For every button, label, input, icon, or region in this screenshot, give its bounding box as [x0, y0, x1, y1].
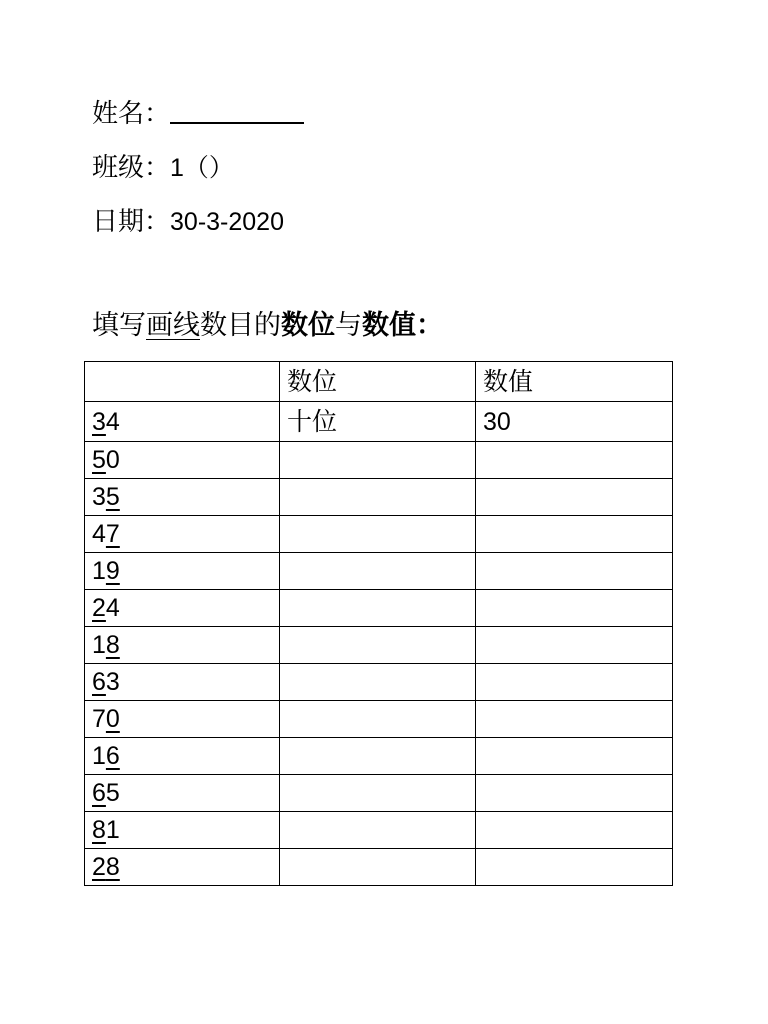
instruction-part-value: 数值：	[362, 310, 443, 341]
value-cell[interactable]	[476, 701, 673, 738]
place-cell[interactable]	[280, 479, 476, 516]
number-text	[92, 631, 120, 659]
number-text	[92, 594, 120, 622]
class-field-row	[92, 152, 234, 184]
number-cell	[85, 479, 280, 516]
value-cell[interactable]	[476, 738, 673, 775]
place-cell[interactable]	[280, 849, 476, 886]
number-cell	[85, 553, 280, 590]
digit: 4	[105, 594, 120, 622]
value-cell[interactable]: 30	[476, 402, 673, 442]
table-row	[85, 701, 673, 738]
place-cell[interactable]	[280, 516, 476, 553]
underlined-digit: 5	[105, 483, 120, 511]
number-cell	[85, 402, 280, 442]
digit: 1	[92, 557, 106, 585]
name-label: 姓名：	[92, 99, 171, 129]
instruction-text	[92, 309, 443, 343]
worksheet-table	[84, 361, 673, 886]
table-row	[85, 402, 673, 442]
digit: 1	[105, 816, 120, 844]
table-row	[85, 775, 673, 812]
instruction-part-numbers: 数目的	[200, 310, 281, 341]
date-value: 30-3-2020	[170, 208, 284, 236]
date-field-row	[92, 206, 284, 238]
header-cell-number	[85, 362, 280, 402]
instruction-part-underlined: 画线	[146, 310, 200, 341]
number-cell	[85, 701, 280, 738]
value-cell[interactable]	[476, 590, 673, 627]
place-cell[interactable]	[280, 775, 476, 812]
number-cell	[85, 812, 280, 849]
underlined-digit: 7	[105, 520, 120, 548]
place-cell[interactable]	[280, 664, 476, 701]
table-row	[85, 479, 673, 516]
instruction-part-and: 与	[335, 310, 362, 341]
place-cell[interactable]	[280, 553, 476, 590]
number-cell	[85, 775, 280, 812]
number-text	[92, 742, 120, 770]
number-text	[92, 816, 120, 844]
value-cell[interactable]	[476, 442, 673, 479]
underlined-digit: 2	[92, 594, 106, 622]
number-text	[92, 705, 120, 733]
number-text	[92, 853, 120, 881]
table-row	[85, 516, 673, 553]
table-row	[85, 442, 673, 479]
number-cell	[85, 442, 280, 479]
underlined-digit: 3	[92, 407, 106, 436]
place-cell[interactable]	[280, 627, 476, 664]
digit: 7	[92, 705, 106, 733]
table-header-row	[85, 362, 673, 402]
number-text	[92, 668, 120, 696]
table-row	[85, 664, 673, 701]
number-text	[92, 520, 120, 548]
place-cell[interactable]	[280, 812, 476, 849]
underlined-digit: 6	[92, 779, 106, 807]
table-row	[85, 812, 673, 849]
place-cell[interactable]	[280, 590, 476, 627]
class-value: 1（）	[170, 154, 234, 182]
header-cell-value: 数值	[476, 362, 673, 402]
instruction-part-place: 数位	[281, 310, 335, 341]
instruction-part-fill: 填写	[92, 310, 146, 341]
place-cell[interactable]	[280, 738, 476, 775]
value-cell[interactable]	[476, 516, 673, 553]
digit: 4	[92, 520, 106, 548]
place-cell[interactable]	[280, 701, 476, 738]
name-field-row	[92, 98, 304, 130]
digit: 0	[105, 446, 120, 474]
place-cell[interactable]: 十位	[280, 402, 476, 442]
table-row	[85, 627, 673, 664]
number-text	[92, 408, 120, 436]
header-cell-place: 数位	[280, 362, 476, 402]
digit: 8	[105, 853, 120, 881]
value-cell[interactable]	[476, 664, 673, 701]
date-label: 日期：	[92, 207, 171, 237]
number-cell	[85, 849, 280, 886]
place-cell[interactable]	[280, 442, 476, 479]
value-cell[interactable]	[476, 812, 673, 849]
underlined-digit: 0	[105, 705, 120, 733]
underlined-digit: 9	[105, 557, 120, 585]
table-row	[85, 590, 673, 627]
digit: 3	[92, 483, 106, 511]
number-cell	[85, 590, 280, 627]
number-cell	[85, 664, 280, 701]
number-cell	[85, 738, 280, 775]
value-cell[interactable]	[476, 553, 673, 590]
name-blank-line[interactable]	[170, 98, 304, 124]
value-cell[interactable]	[476, 775, 673, 812]
value-cell[interactable]	[476, 849, 673, 886]
class-label: 班级：	[92, 153, 171, 183]
underlined-digit: 8	[105, 631, 120, 659]
number-text	[92, 557, 120, 585]
digit: 1	[92, 631, 106, 659]
digit: 5	[105, 779, 120, 807]
underlined-digit: 6	[105, 742, 120, 770]
table-row	[85, 553, 673, 590]
number-cell	[85, 627, 280, 664]
underlined-digit: 6	[92, 668, 106, 696]
number-text	[92, 779, 120, 807]
number-cell	[85, 516, 280, 553]
digit: 2	[92, 853, 106, 881]
table-row	[85, 738, 673, 775]
number-text	[92, 446, 120, 474]
number-text	[92, 483, 120, 511]
value-cell[interactable]	[476, 627, 673, 664]
digit: 4	[105, 407, 120, 436]
underlined-digit: 5	[92, 446, 106, 474]
digit: 3	[105, 668, 120, 696]
table-row	[85, 849, 673, 886]
underlined-digit: 8	[92, 816, 106, 844]
value-cell[interactable]	[476, 479, 673, 516]
digit: 1	[92, 742, 106, 770]
